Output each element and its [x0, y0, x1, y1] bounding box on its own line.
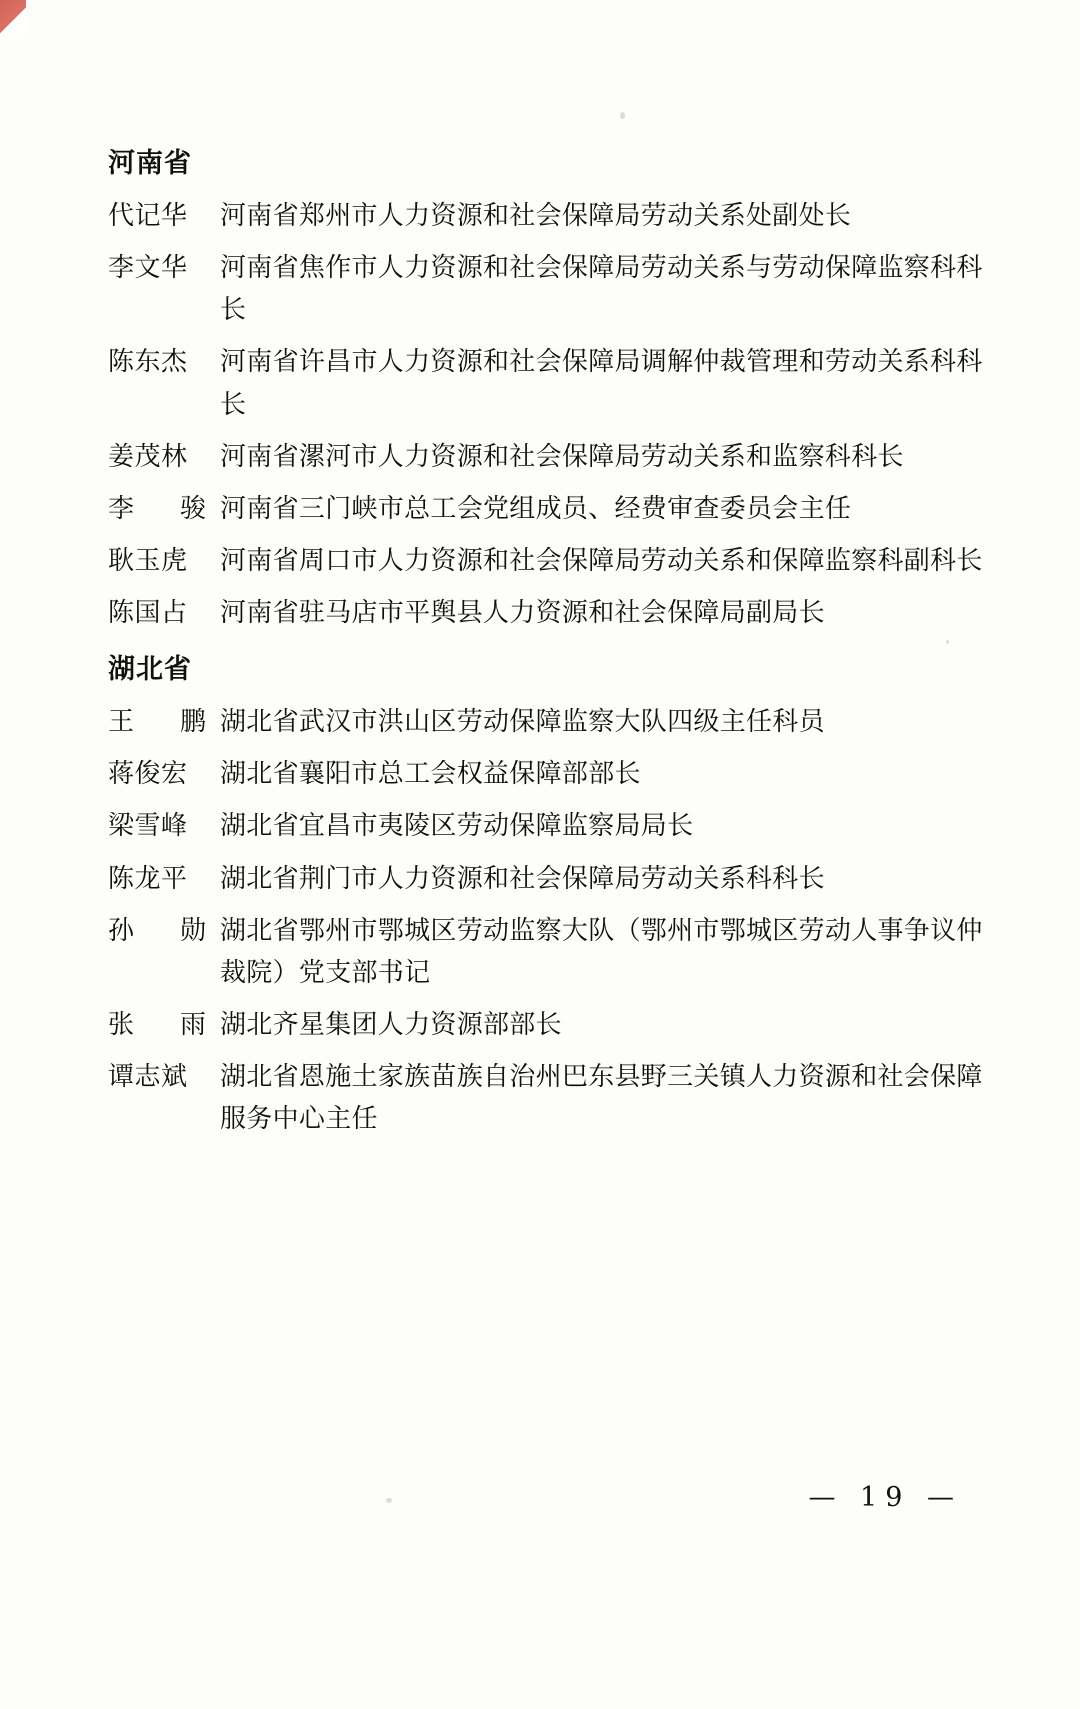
list-item: [108, 488, 988, 530]
list-item: [108, 436, 988, 478]
scan-speck: [620, 112, 625, 119]
person-name: 蒋俊宏: [108, 759, 188, 790]
person-name: 孙 勋: [108, 915, 206, 946]
person-title: 河南省许昌市人力资源和社会保障局调解仲裁管理和劳动关系科科长: [220, 347, 983, 420]
province-heading: 湖北省: [108, 654, 192, 686]
person-name: 姜茂林: [108, 441, 188, 472]
person-title: 湖北省武汉市洪山区劳动保障监察大队四级主任科员: [220, 707, 825, 738]
person-title: 河南省焦作市人力资源和社会保障局劳动关系与劳动保障监察科科长: [220, 253, 983, 326]
person-name: 谭志斌: [108, 1061, 188, 1092]
list-item: [108, 195, 988, 237]
province-heading: 河南省: [108, 148, 192, 179]
list-item: [108, 701, 988, 743]
list-item: [108, 540, 988, 582]
person-title: 河南省三门峡市总工会党组成员、经费审查委员会主任: [220, 493, 852, 524]
person-name: 李 骏: [108, 493, 206, 524]
list-item: [108, 1004, 988, 1046]
person-title: 湖北省宜昌市夷陵区劳动保障监察局局长: [220, 811, 694, 842]
person-name: 耿玉虎: [108, 545, 188, 576]
list-item: [108, 592, 988, 634]
list-item: [108, 341, 988, 425]
person-title: 湖北省荆门市人力资源和社会保障局劳动关系科科长: [220, 863, 825, 894]
person-title: 湖北齐星集团人力资源部部长: [220, 1009, 562, 1040]
list-item: [108, 805, 988, 847]
scan-speck: [386, 1498, 392, 1503]
person-name: 梁雪峰: [108, 811, 188, 842]
document-body: [108, 146, 988, 1150]
person-name: 陈龙平: [108, 863, 188, 894]
list-item: [108, 1056, 988, 1140]
person-title: 湖北省恩施土家族苗族自治州巴东县野三关镇人力资源和社会保障服务中心主任: [220, 1061, 983, 1135]
person-name: 李文华: [108, 253, 188, 284]
person-name: 代记华: [108, 201, 188, 232]
person-name: 王 鹏: [108, 707, 206, 738]
list-item: [108, 910, 988, 994]
page-number: — 19 —: [808, 1482, 962, 1513]
person-name: 陈国占: [108, 597, 188, 628]
page-corner-mark: [0, 0, 26, 34]
person-name: 张 雨: [108, 1009, 206, 1040]
person-title: 河南省周口市人力资源和社会保障局劳动关系和保障监察科副科长: [220, 545, 983, 576]
person-name: 陈东杰: [108, 347, 188, 378]
province-section: [108, 146, 988, 634]
province-section: [108, 652, 988, 1140]
person-title: 河南省漯河市人力资源和社会保障局劳动关系和监察科科长: [220, 441, 904, 472]
person-title: 湖北省襄阳市总工会权益保障部部长: [220, 759, 641, 790]
list-item: [108, 247, 988, 331]
list-item: [108, 753, 988, 795]
person-title: 河南省郑州市人力资源和社会保障局劳动关系处副处长: [220, 201, 852, 232]
person-title: 河南省驻马店市平舆县人力资源和社会保障局副局长: [220, 597, 825, 628]
list-item: [108, 858, 988, 900]
person-title: 湖北省鄂州市鄂城区劳动监察大队（鄂州市鄂城区劳动人事争议仲裁院）党支部书记: [220, 915, 983, 988]
